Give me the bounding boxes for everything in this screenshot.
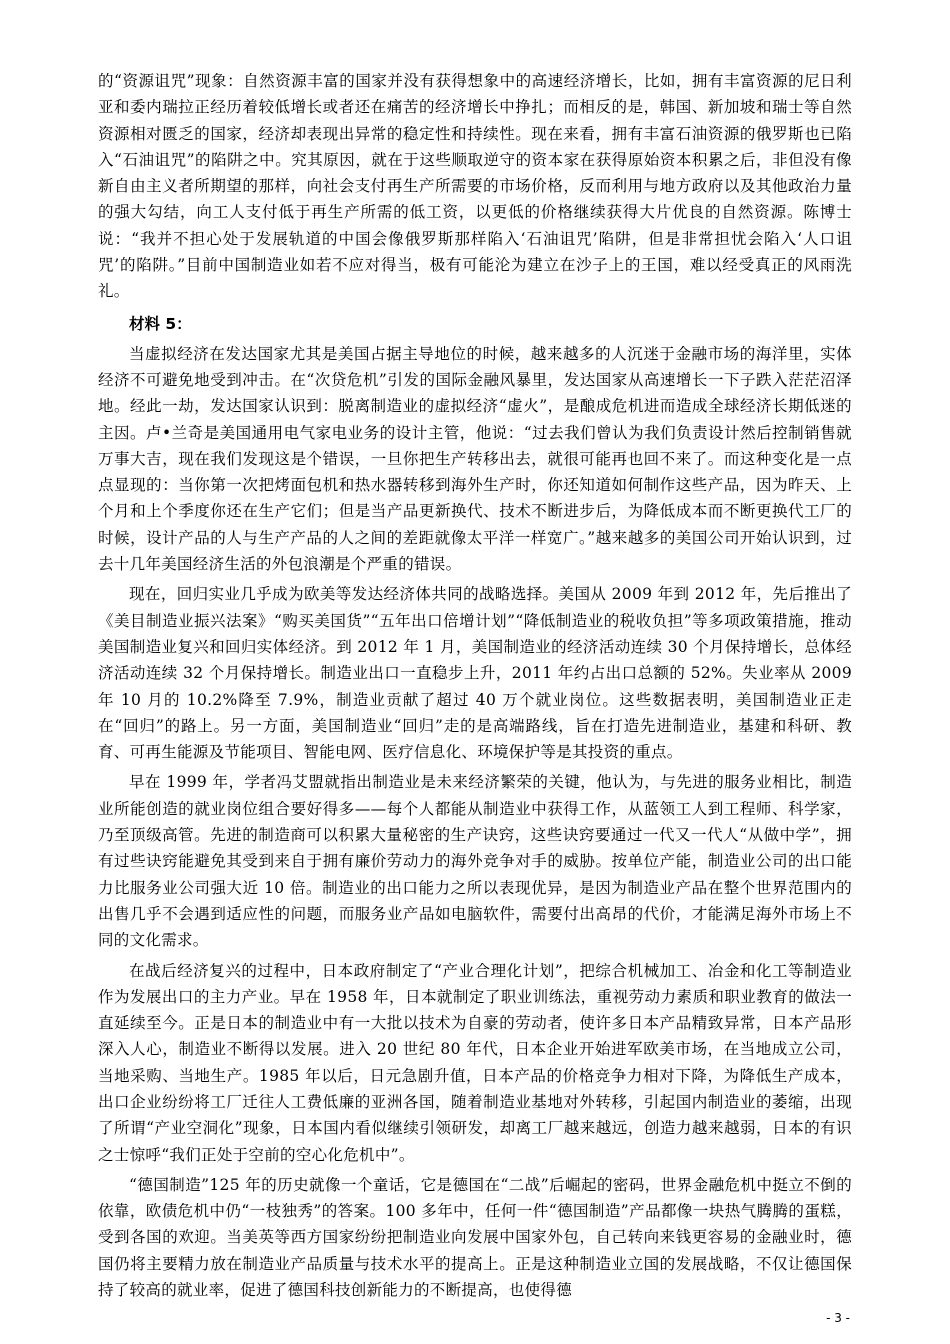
paragraph-japan-manufacturing: 在战后经济复兴的过程中，日本政府制定了“产业合理化计划”，把综合机械加工、冶金和化工等制造业作为发展出口的主力产业。早在 1958 年，日本就制定了职业训练法，重视劳动力素质和职业教育的做法一直延续至今。正是日本的制造业中有一大批以技术为自豪的劳动者，使许多日本产品精致异常，日本产品形深入人心，制造业不断得以发展。进入 20 世纪 80 年代，日本企业开始进军欧美市场，在当地成立公司，当地采购、当地生产。1985 年以后，日元急剧升值，日本产品的价格竞争力相对下降，为降低生产成本，出口企业纷纷将工厂迁往人工费低廉的亚洲各国，随着制造业基地对外转移，引起国内制造业的萎缩，出现了所谓“产业空洞化”现象，日本国内看似继续引领研发，却离工厂越来越远，创造力越来越弱，日本的有识之士惊呼“我们正处于空前的空心化危机中”。 (98, 961, 852, 1164)
paragraph-virtual-economy: 当虚拟经济在发达国家尤其是美国占据主导地位的时候，越来越多的人沉迷于金融市场的海洋里，实体经济不可避免地受到冲击。在“次贷危机”引发的国际金融风暴里，发达国家从高速增长一下子跌入茫茫沼泽地。经此一劫，发达国家认识到：脱离制造业的虚拟经济“虚火”，是酿成危机进而造成全球经济长期低迷的主因。卢•兰奇是美国通用电气家电业务的设计主管，他说：“过去我们曾认为我们负责设计然后控制销售就万事大吉，现在我们发现这是个错误，一旦你把生产转移出去，就很可能再也回不来了。而这种变化是一点点显现的：当你第一次把烤面包机和热水器转移到海外生产时，你还知道如何制作这些产品，因为昨天、上个月和上个季度你还在生产它们；但是当产品更新换代、技术不断进步后，为降低成本而不断更换代工厂的时候，设计产品的人与生产产品的人之间的差距就像太平洋一样宽广。”越来越多的美国公司开始认识到，过去十几年美国经济生活的外包浪潮是个严重的错误。 (98, 344, 852, 574)
section-heading-material-5: 材料 5： (129, 314, 192, 333)
paragraph-us-reindustrialization: 现在，回归实业几乎成为欧美等发达经济体共同的战略选择。美国从 2009 年到 2012 年，先后推出了《美目制造业振兴法案》“购买美国货”“五年出口倍增计划”“降低制造业的税收负担”等多项政策措施，推动美国制造业复兴和回归实体经济。到 2012 年 1 月，美国制造业的经济活动连续 30 个月保持增长，总体经济活动连续 32 个月保持增长。制造业出口一直稳步上升，2011 年约占出口总额的 52%。失业率从 2009 年 10 月的 10.2%降至 7.9%，制造业贡献了超过 40 万个就业岗位。这些数据表明，美国制造业正走在“回归”的路上。另一方面，美国制造业“回归”走的是高端路线，旨在打造先进制造业，基建和科研、教育、可再生能源及节能项目、智能电网、医疗信息化、环境保护等是其投资的重点。 (98, 585, 852, 762)
paragraph-resource-curse: 的“资源诅咒”现象：自然资源丰富的国家并没有获得想象中的高速经济增长，比如，拥有丰富资源的尼日利亚和委内瑞拉正经历着较低增长或者还在痛苦的经济增长中挣扎；而相反的是，韩国、新加坡和瑞士等自然资源相对匮乏的国家，经济却表现出异常的稳定性和持续性。现在来看，拥有丰富石油资源的俄罗斯也已陷入“石油诅咒”的陷阱之中。究其原因，就在于这些顺取逆守的资本家在获得原始资本积累之后，非但没有像新自由主义者所期望的那样，向社会支付再生产所需要的市场价格，反而利用与地方政府以及其他政治力量的强大勾结，向工人支付低于再生产所需的低工资，以更低的价格继续获得大片优良的自然资源。陈博士说：“我并不担心处于发展轨道的中国会像俄罗斯那样陷入‘石油诅咒’陷阱，但是非常担忧会陷入‘人口诅咒’的陷阱。”目前中国制造业如若不应对得当，极有可能沦为建立在沙子上的王国，难以经受真正的风雨洗礼。 (98, 72, 852, 301)
paragraph-manufacturing-jobs: 早在 1999 年，学者冯艾盟就指出制造业是未来经济繁荣的关键，他认为，与先进的服务业相比，制造业所能创造的就业岗位组合要好得多——每个人都能从制造业中获得工作，从蓝领工人到工程师、科学家，乃至顶级高管。先进的制造商可以积累大量秘密的生产诀窍，这些诀窍要通过一代又一代人“从做中学”，拥有过些诀窍能避免其受到来自于拥有廉价劳动力的海外竞争对手的威胁。按单位产能，制造业公司的出口能力比服务业公司强大近 10 倍。制造业的出口能力之所以表现优异，是因为制造业产品在整个世界范围内的出售几乎不会遇到适应性的问题，而服务业产品如电脑软件，需要付出高昂的代价，才能满足海外市场上不同的文化需求。 (98, 773, 852, 950)
page-number: - 3 - (826, 1311, 850, 1325)
document-body (98, 68, 852, 1303)
paragraph-made-in-germany: “德国制造”125 年的历史就像一个童话，它是德国在“二战”后崛起的密码，世界金融危机中挺立不倒的依靠，欧债危机中仍“一枝独秀”的答案。100 多年中，任何一件“德国制造”产品都像一块热气腾腾的蛋糕，受到各国的欢迎。当美英等西方国家纷纷把制造业向发展中国家外包，自己转向来钱更容易的金融业时，德国仍将主要精力放在制造业产品质量与技术水平的提高上。正是这种制造业立国的发展战略，不仅让德国保持了较高的就业率，促进了德国科技创新能力的不断提高，也使得德 (98, 1175, 852, 1300)
